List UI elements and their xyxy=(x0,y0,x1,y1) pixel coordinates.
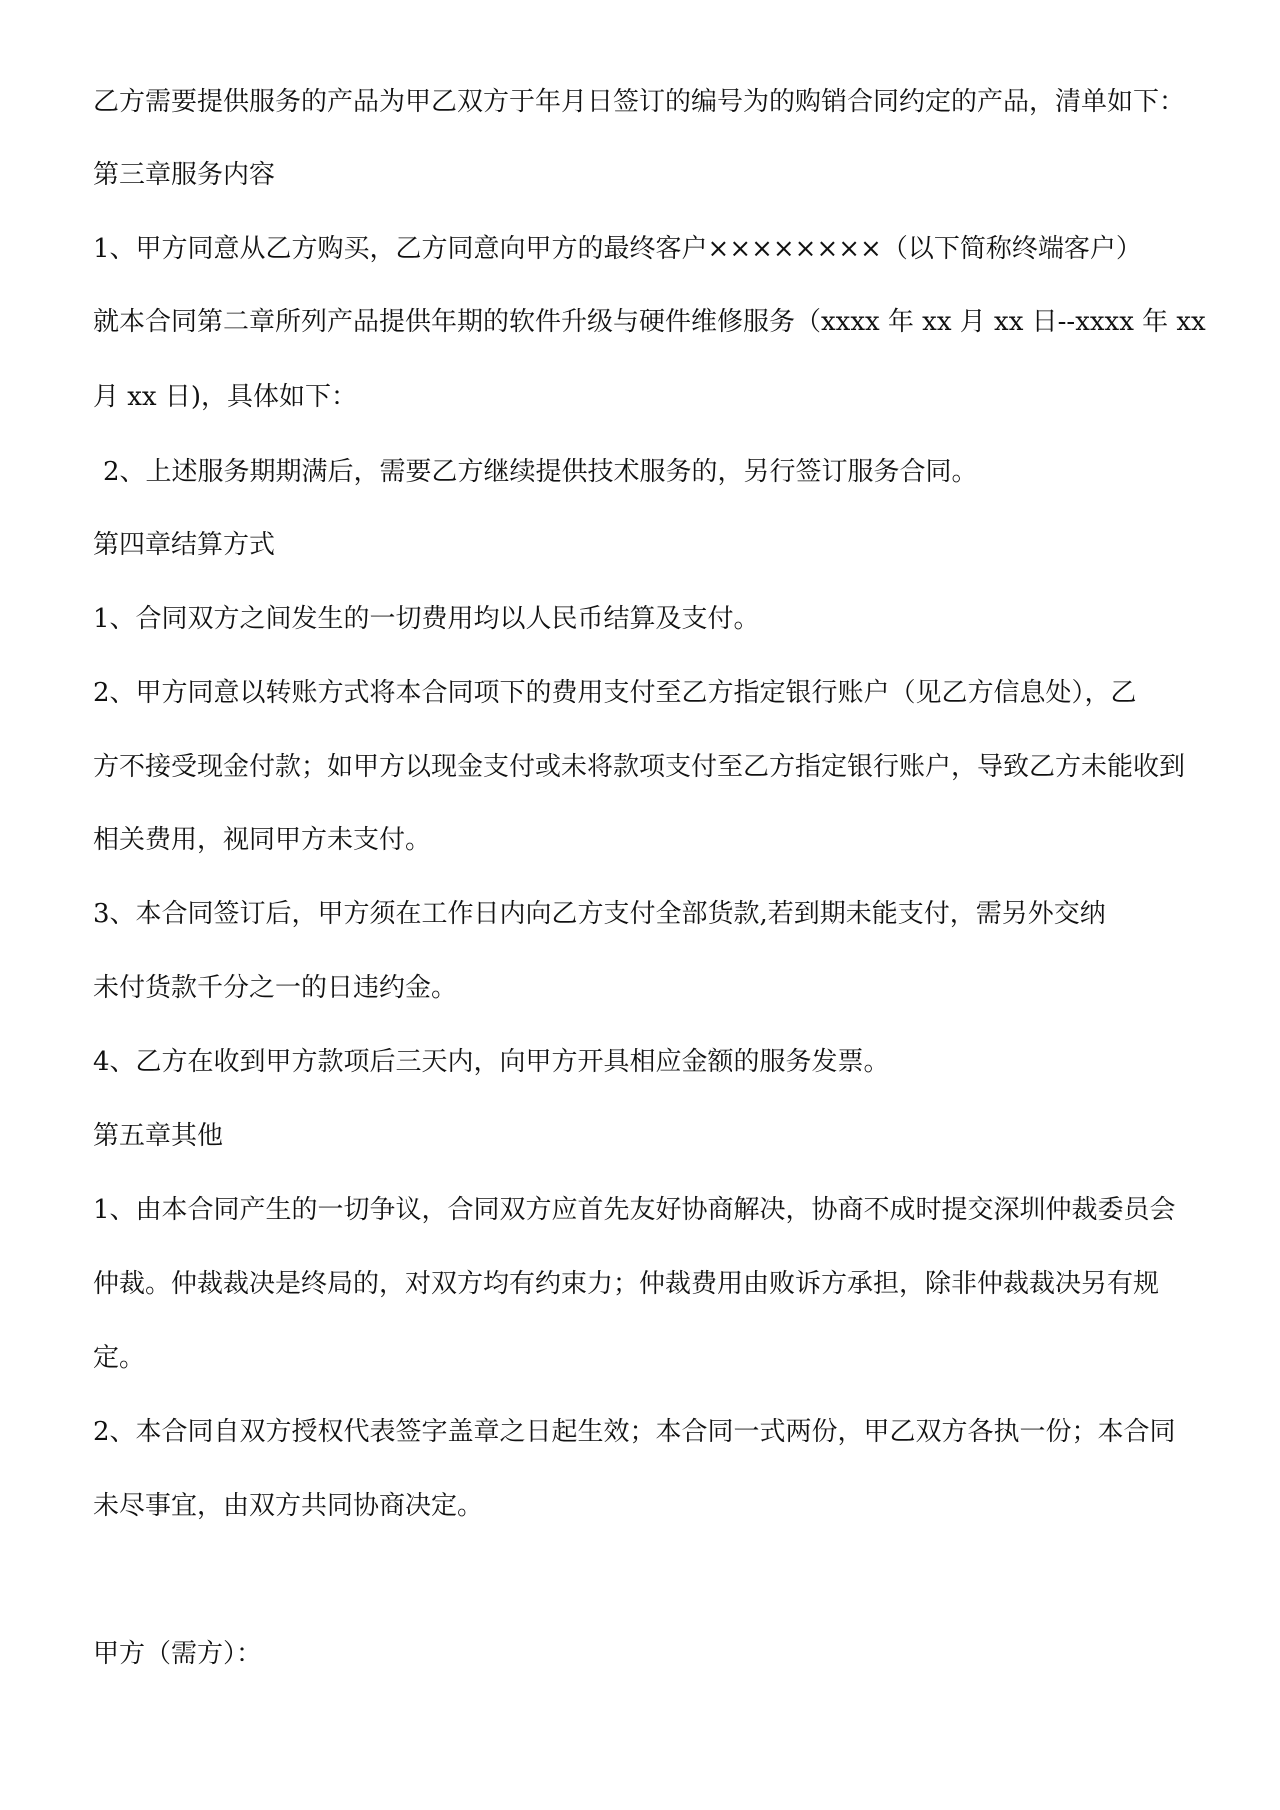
chapter-5-item-1-line-2: 仲裁。仲裁裁决是终局的，对双方均有约束力；仲裁费用由败诉方承担，除非仲裁裁决另有规 xyxy=(93,1269,1160,1299)
chapter-3-heading: 第三章服务内容 xyxy=(93,160,276,190)
chapter-4-item-3-line-2: 未付货款千分之一的日违约金。 xyxy=(93,973,458,1003)
chapter-3-item-1-line-2: 就本合同第二章所列产品提供年期的软件升级与硬件维修服务（xxxx 年 xx 月 xx 日--xxxx 年 xx xyxy=(93,307,1206,337)
chapter-4-item-4: 4、乙方在收到甲方款项后三天内，向甲方开具相应金额的服务发票。 xyxy=(93,1047,890,1077)
chapter-4-item-2-line-3: 相关费用，视同甲方未支付。 xyxy=(93,825,432,855)
chapter-4-item-3-line-1: 3、本合同签订后，甲方须在工作日内向乙方支付全部货款,若到期未能支付，需另外交纳 xyxy=(93,899,1106,929)
paragraph-intro: 乙方需要提供服务的产品为甲乙双方于年月日签订的编号为的购销合同约定的产品，清单如下： xyxy=(93,87,1186,117)
chapter-5-item-1-line-1: 1、由本合同产生的一切争议，合同双方应首先友好协商解决，协商不成时提交深圳仲裁委员会 xyxy=(93,1195,1176,1225)
chapter-3-item-1-line-3: 月 xx 日)，具体如下： xyxy=(93,382,357,412)
chapter-5-item-2-line-2: 未尽事宜，由双方共同协商决定。 xyxy=(93,1491,484,1521)
chapter-4-heading: 第四章结算方式 xyxy=(93,530,276,560)
chapter-4-item-2-line-2: 方不接受现金付款；如甲方以现金支付或未将款项支付至乙方指定银行账户，导致乙方未能收到 xyxy=(93,752,1186,782)
chapter-4-item-2-line-1: 2、甲方同意以转账方式将本合同项下的费用支付至乙方指定银行账户（见乙方信息处），乙 xyxy=(93,678,1137,708)
chapter-4-item-1: 1、合同双方之间发生的一切费用均以人民币结算及支付。 xyxy=(93,604,760,634)
chapter-3-item-1-line-1: 1、甲方同意从乙方购买，乙方同意向甲方的最终客户××××××××（以下简称终端客户） xyxy=(93,234,1142,264)
chapter-3-item-2: 2、上述服务期期满后，需要乙方继续提供技术服务的，另行签订服务合同。 xyxy=(103,457,978,487)
chapter-5-heading: 第五章其他 xyxy=(93,1121,224,1151)
party-a-label: 甲方（需方）： xyxy=(93,1639,263,1669)
chapter-5-item-1-line-3: 定。 xyxy=(93,1343,146,1373)
chapter-5-item-2-line-1: 2、本合同自双方授权代表签字盖章之日起生效；本合同一式两份，甲乙双方各执一份；本合同 xyxy=(93,1417,1176,1447)
